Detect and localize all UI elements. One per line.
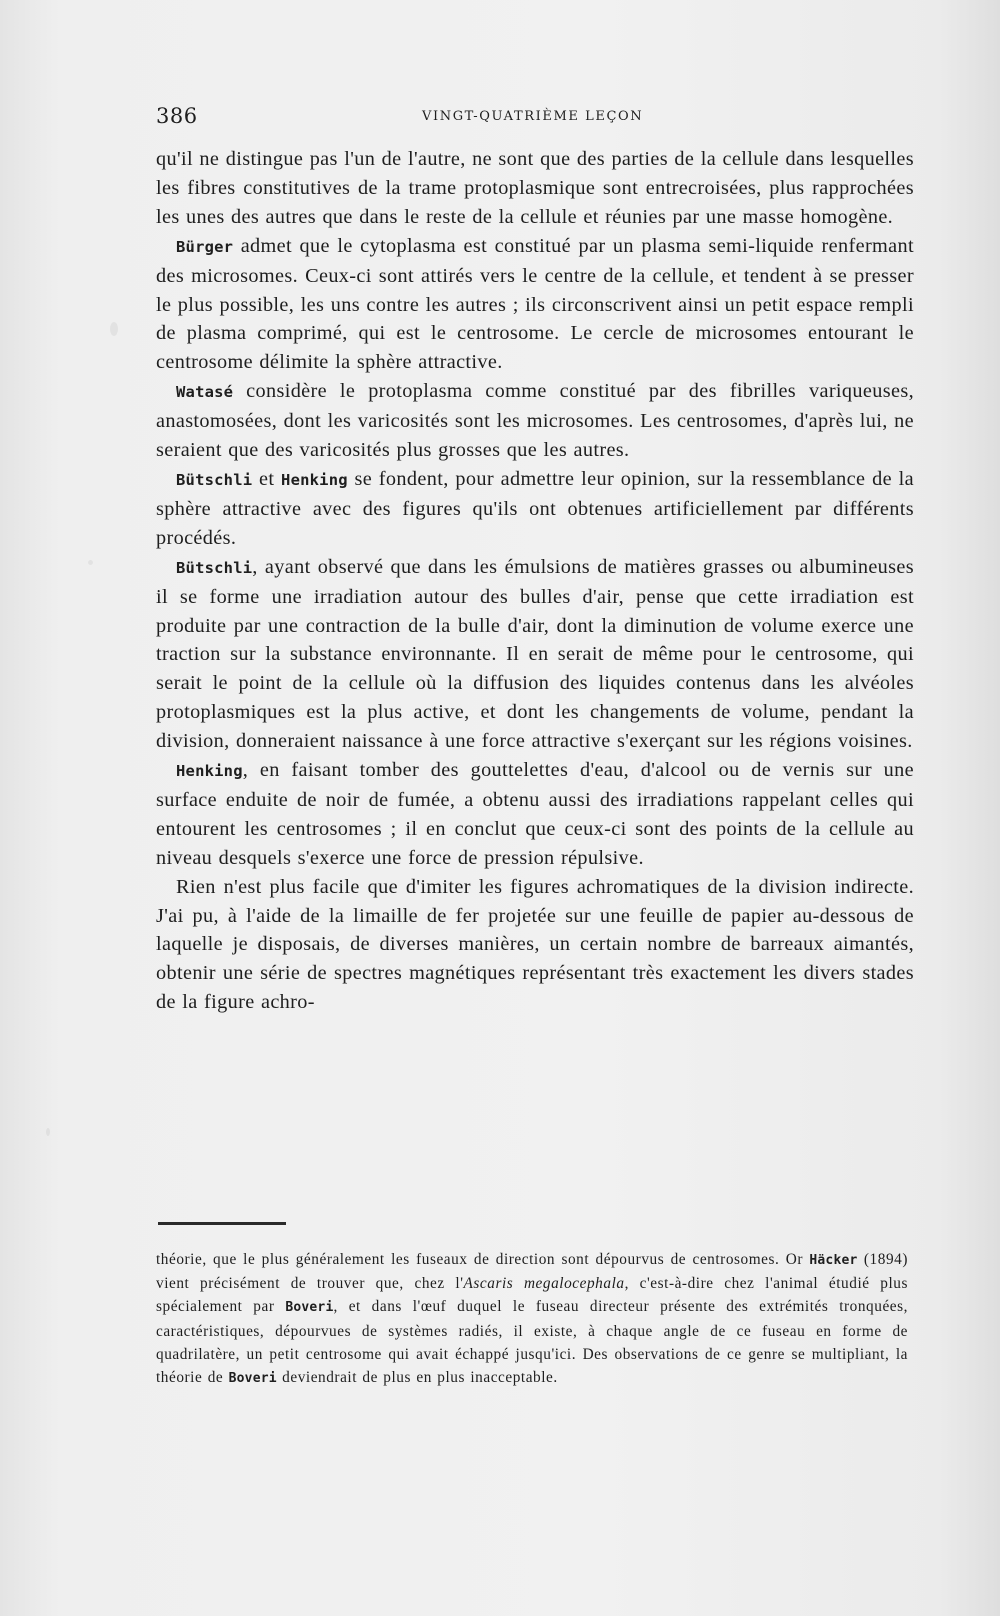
author-name: Bütschli (176, 558, 253, 577)
page-number: 386 (156, 104, 198, 128)
author-name: Henking (176, 762, 243, 781)
author-name: Henking (281, 470, 348, 489)
author-name: Boveri (285, 1300, 334, 1316)
footnote-text: , et dans l'œuf duquel le fuseau directeur présente des extrémités tronquées, caractéristiques, dépourvues de systèmes radiés, il existe, à chaque angle de ce fuseau en forme de quadrilatère, un petit centrosome qui avait échappé jusqu'ici. Des observations de ce genre se multipliant, la théorie de (156, 1298, 908, 1387)
paragraph-text: admet que le cytoplasma est constitué par un plasma semi-liquide renfermant des microsomes. Ceux-ci sont attirés vers le centre de la cellule, et tendent à se presser le plus possible, les uns contre les autres ; ils circonscrivent ainsi un petit espace rempli de plasma comprimé, qui est le centrosome. Le cercle de microsomes entourant le centrosome délimite la sphère attractive. (156, 234, 914, 374)
footnote-text: , c'est-à-dire chez l'animal étudié plus spécialement par (156, 1275, 908, 1316)
footnote-text: théorie, que le plus généralement les fuseaux de direction sont dépourvus de centrosomes. Or (156, 1251, 810, 1268)
footnote-text: (1894) vient précisément de trouver que, chez l' (156, 1251, 908, 1293)
paragraph (156, 465, 914, 553)
main-text (156, 145, 914, 1017)
paragraph (156, 232, 914, 378)
paper-speck (46, 1128, 50, 1136)
paragraph (156, 756, 914, 873)
paper-speck (110, 322, 118, 336)
paragraph (156, 377, 914, 465)
page-header (156, 104, 914, 130)
footnote-paragraph (156, 1248, 908, 1390)
author-name: Bütschli (176, 470, 253, 489)
paragraph (156, 553, 914, 756)
paragraph: Rien n'est plus facile que d'imiter les figures achromatiques de la division indirecte. J'ai pu, à l'aide de la limaille de fer projetée sur une feuille de papier au-dessous de laquelle je disposais, de diverses manières, un certain nombre de barreaux aimantés, obtenir une série de spectres magnétiques représentant très exactement les divers stades de la figure achro- (156, 875, 914, 1014)
paragraph: qu'il ne distingue pas l'un de l'autre, ne sont que des parties de la cellule dans lesquelles les fibres constitutives de la trame protoplasmique sont entrecroisées, plus rapprochées les unes des autres que dans le reste de la cellule et réunies par une masse homogène. (156, 148, 914, 228)
paragraph-text: , en faisant tomber des gouttelettes d'eau, d'alcool ou de vernis sur une surface enduite de noir de fumée, a obtenu aussi des irradiations rappelant celles qui entourent les centrosomes ; il en conclut que ceux-ci sont des points de la cellule au niveau desquels s'exerce une force de pression répulsive. (156, 759, 914, 869)
footnote (156, 1248, 908, 1390)
paragraph-text: , ayant observé que dans les émulsions de matières grasses ou albumineuses il se forme une irradiation autour des bulles d'air, pense que cette irradiation est produite par une contraction de la bulle d'air, dont la diminution de volume exerce une traction sur la substance environnante. Il en serait de même pour le centrosome, qui serait le point de la cellule où la diffusion des liquides contenus dans les alvéoles protoplasmiques est la plus active, et dont les changements de volume, pendant la division, donneraient naissance à une force attractive s'exerçant sur les régions voisines. (156, 555, 914, 753)
species-name: Ascaris megalocephala (463, 1275, 625, 1293)
author-name: Watasé (176, 383, 234, 402)
author-name: Boveri (228, 1371, 277, 1387)
paragraph-text: se fondent, pour admettre leur opinion, sur la ressemblance de la sphère attractive avec des figures qu'ils ont obtenues artificiellement par différents procédés. (156, 467, 914, 549)
footnote-rule (158, 1222, 286, 1225)
paragraph-text: considère le protoplasma comme constitué par des fibrilles variqueuses, anastomosées, dont les varicosités sont les microsomes. Les centrosomes, d'après lui, ne seraient que des varicosités plus grosses que les autres. (156, 380, 914, 462)
footnote-text: deviendrait de plus en plus inacceptable. (276, 1369, 558, 1387)
running-head: VINGT-QUATRIÈME LEÇON (422, 109, 644, 124)
author-name: Häcker (809, 1253, 858, 1268)
paper-speck (88, 560, 93, 565)
paragraph-text: et (252, 467, 282, 490)
author-name: Bürger (176, 237, 234, 256)
